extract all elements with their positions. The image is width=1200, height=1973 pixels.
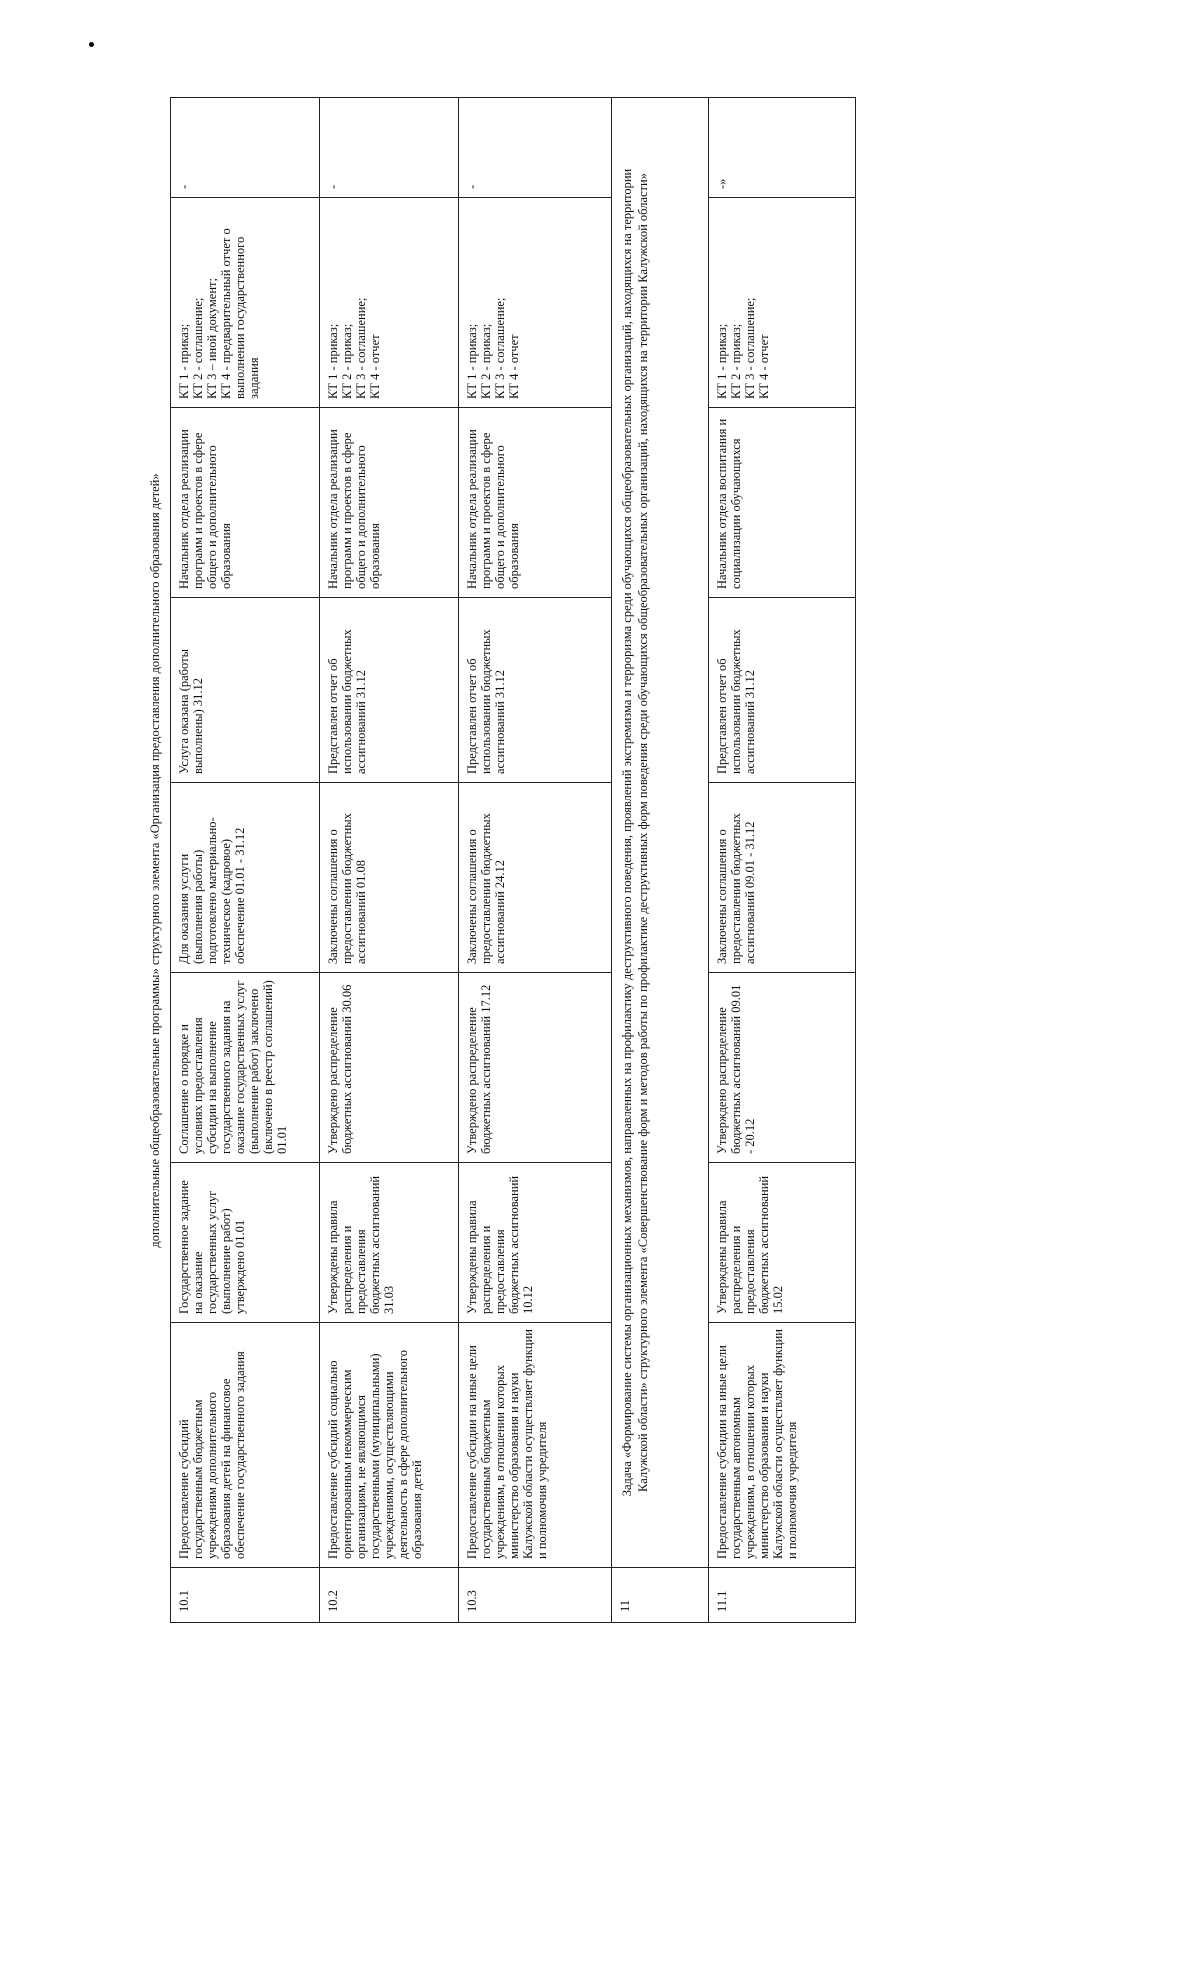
event-name: Предоставление субсидии на иные цели государственным автономным учреждениям, в отношении которых министерство образования и науки Калужской области осуществляет функции и полномочия учредителя <box>709 1323 856 1568</box>
task-row <box>612 98 709 1623</box>
documents: КТ 1 - приказ; КТ 2 - приказ; КТ 3 - соглашение; КТ 4 - отчет <box>320 198 459 408</box>
checkpoint-1: Утверждены правила распределения и предоставления бюджетных ассигнований 10.12 <box>459 1163 612 1323</box>
checkpoint-2: Утверждено распределение бюджетных ассигнований 17.12 <box>459 973 612 1163</box>
event-name: Предоставление субсидии на иные цели государственным бюджетным учреждениям, в отношении которых министерство образования и науки Калужской области осуществляет функции и полномочия учредителя <box>459 1323 612 1568</box>
event-name: Предоставление субсидий государственным бюджетным учреждениям дополнительного образования детей на финансовое обеспечение государственного задания <box>171 1323 320 1568</box>
responsible: Начальник отдела воспитания и социализации обучающихся <box>709 408 856 598</box>
table-row <box>171 98 320 1623</box>
last-cell: -» <box>709 98 856 198</box>
documents: КТ 1 - приказ; КТ 2 - приказ; КТ 3 - соглашение; КТ 4 - отчет <box>709 198 856 408</box>
checkpoint-4: Представлен отчет об использовании бюджетных ассигнований 31.12 <box>709 598 856 783</box>
documents: КТ 1 - приказ; КТ 2 - приказ; КТ 3 - соглашение; КТ 4 - отчет <box>459 198 612 408</box>
checkpoint-4: Представлен отчет об использовании бюджетных ассигнований 31.12 <box>459 598 612 783</box>
task-text: Задача «Формирование системы организационных механизмов, направленных на профилактику деструктивного поведения, проявлений экстремизма и терроризма среди обучающихся общеобразовательных организаций, находящихся на территории Калужской области» структурного элемента «Совершенствование форм и методов работы по профилактике деструктивных форм поведения среди обучающихся общеобразовательных организаций, находящихся на территории Калужской области» <box>612 98 709 1568</box>
checkpoint-4: Услуга оказана (работы выполнены) 31.12 <box>171 598 320 783</box>
event-name: Предоставление субсидий социально ориентированным некоммерческим организациям, не являющимся государственными (муниципальными) учреждениями, осуществляющими деятельность в сфере дополнительного образования детей <box>320 1323 459 1568</box>
checkpoint-2: Соглашение о порядке и условиях предоставления субсидии на выполнение государственного задания на оказание государственных услуг (выполнение работ) заключено (включено в реестр соглашений) 01.01 <box>171 973 320 1163</box>
checkpoint-2: Утверждено распределение бюджетных ассигнований 09.01 - 20.12 <box>709 973 856 1163</box>
rotated-page <box>140 98 910 1623</box>
table-row <box>459 98 612 1623</box>
last-cell: - <box>171 98 320 198</box>
responsible: Начальник отдела реализации программ и проектов в сфере общего и дополнительного образования <box>320 408 459 598</box>
checkpoint-3: Для оказания услуги (выполнения работы) подготовлено материально-техническое (кадровое) обеспечение 01.01 - 31.12 <box>171 783 320 973</box>
last-cell: - <box>320 98 459 198</box>
checkpoint-4: Представлен отчет об использовании бюджетных ассигнований 31.12 <box>320 598 459 783</box>
checkpoint-1: Государственное задание на оказание государственных услуг (выполнение работ) утверждено 01.01 <box>171 1163 320 1323</box>
responsible: Начальник отдела реализации программ и проектов в сфере общего и дополнительного образования <box>459 408 612 598</box>
task-number: 11 <box>612 1568 709 1623</box>
row-number: 10.2 <box>320 1568 459 1623</box>
checkpoint-2: Утверждено распределение бюджетных ассигнований 30.06 <box>320 973 459 1163</box>
row-number: 10.1 <box>171 1568 320 1623</box>
checkpoint-3: Заключены соглашения о предоставлении бюджетных ассигнований 01.08 <box>320 783 459 973</box>
last-cell: - <box>459 98 612 198</box>
table-caption: дополнительные общеобразовательные программы» структурного элемента «Организация предоставления дополнительного образования детей» <box>148 473 162 1248</box>
table-row <box>709 98 856 1623</box>
plan-table <box>170 97 856 1623</box>
responsible: Начальник отдела реализации программ и проектов в сфере общего и дополнительного образования <box>171 408 320 598</box>
checkpoint-3: Заключены соглашения о предоставлении бюджетных ассигнований 09.01 - 31.12 <box>709 783 856 973</box>
row-number: 10.3 <box>459 1568 612 1623</box>
checkpoint-1: Утверждены правила распределения и предоставления бюджетных ассигнований 31.03 <box>320 1163 459 1323</box>
checkpoint-1: Утверждены правила распределения и предоставления бюджетных ассигнований 15.02 <box>709 1163 856 1323</box>
checkpoint-3: Заключены соглашения о предоставлении бюджетных ассигнований 24.12 <box>459 783 612 973</box>
documents: КТ 1 - приказ; КТ 2 - соглашение; КТ 3 – иной документ; КТ 4 - предварительный отчет о выполнении государственного задания <box>171 198 320 408</box>
scan-speck <box>89 42 94 47</box>
table-row <box>320 98 459 1623</box>
row-number: 11.1 <box>709 1568 856 1623</box>
